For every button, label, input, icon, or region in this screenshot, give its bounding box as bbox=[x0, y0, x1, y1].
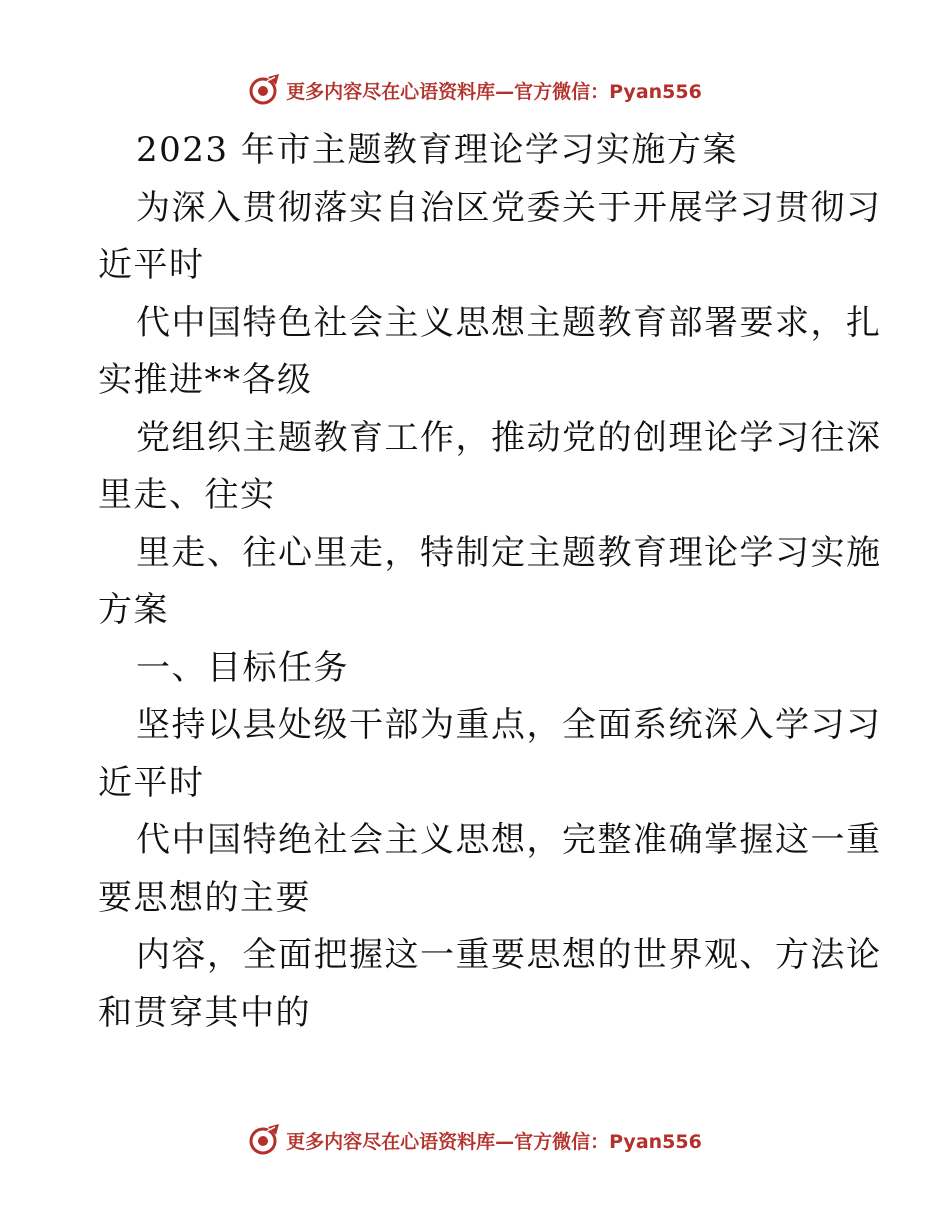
paragraph-line: 实推进**各级 bbox=[98, 360, 313, 400]
paragraph-line: 代中国特绝社会主义思想，完整准确掌握这一重 bbox=[136, 820, 882, 860]
paragraph-line: 内容，全面把握这一重要思想的世界观、方法论 bbox=[136, 935, 882, 975]
paragraph-line: 要思想的主要 bbox=[98, 877, 311, 918]
paragraph-line: 代中国特色社会主义思想主题教育部署要求，扎 bbox=[136, 302, 882, 343]
footer-banner-text: 更多内容尽在心语资料库—官方微信：Pyan556 bbox=[286, 1130, 702, 1153]
footer-banner bbox=[0, 1120, 950, 1160]
paragraph-line: 为深入贯彻落实自治区党委关于开展学习贯彻习 bbox=[136, 187, 882, 228]
paragraph-line: 党组织主题教育工作，推动党的创理论学习往深 bbox=[136, 417, 882, 458]
pen-circle-logo-icon bbox=[248, 1123, 282, 1157]
paragraph-line: 和贯穿其中的 bbox=[98, 992, 311, 1033]
header-banner bbox=[0, 70, 950, 110]
paragraph-line: 坚持以县处级干部为重点，全面系统深入学习习 bbox=[136, 705, 882, 745]
paragraph-line: 近平时 bbox=[98, 245, 205, 285]
header-banner-text: 更多内容尽在心语资料库—官方微信：Pyan556 bbox=[286, 80, 702, 103]
section-heading: 一、目标任务 bbox=[136, 647, 349, 688]
paragraph-line: 方案 bbox=[98, 590, 169, 630]
paragraph-line: 里走、往实 bbox=[98, 475, 276, 515]
document-title: 2023 年市主题教育理论学习实施方案 bbox=[136, 130, 738, 170]
paragraph-line: 近平时 bbox=[98, 762, 205, 803]
document-body bbox=[98, 122, 882, 1042]
pen-circle-logo-icon bbox=[248, 73, 282, 107]
paragraph-line: 里走、往心里走，特制定主题教育理论学习实施 bbox=[136, 532, 882, 573]
